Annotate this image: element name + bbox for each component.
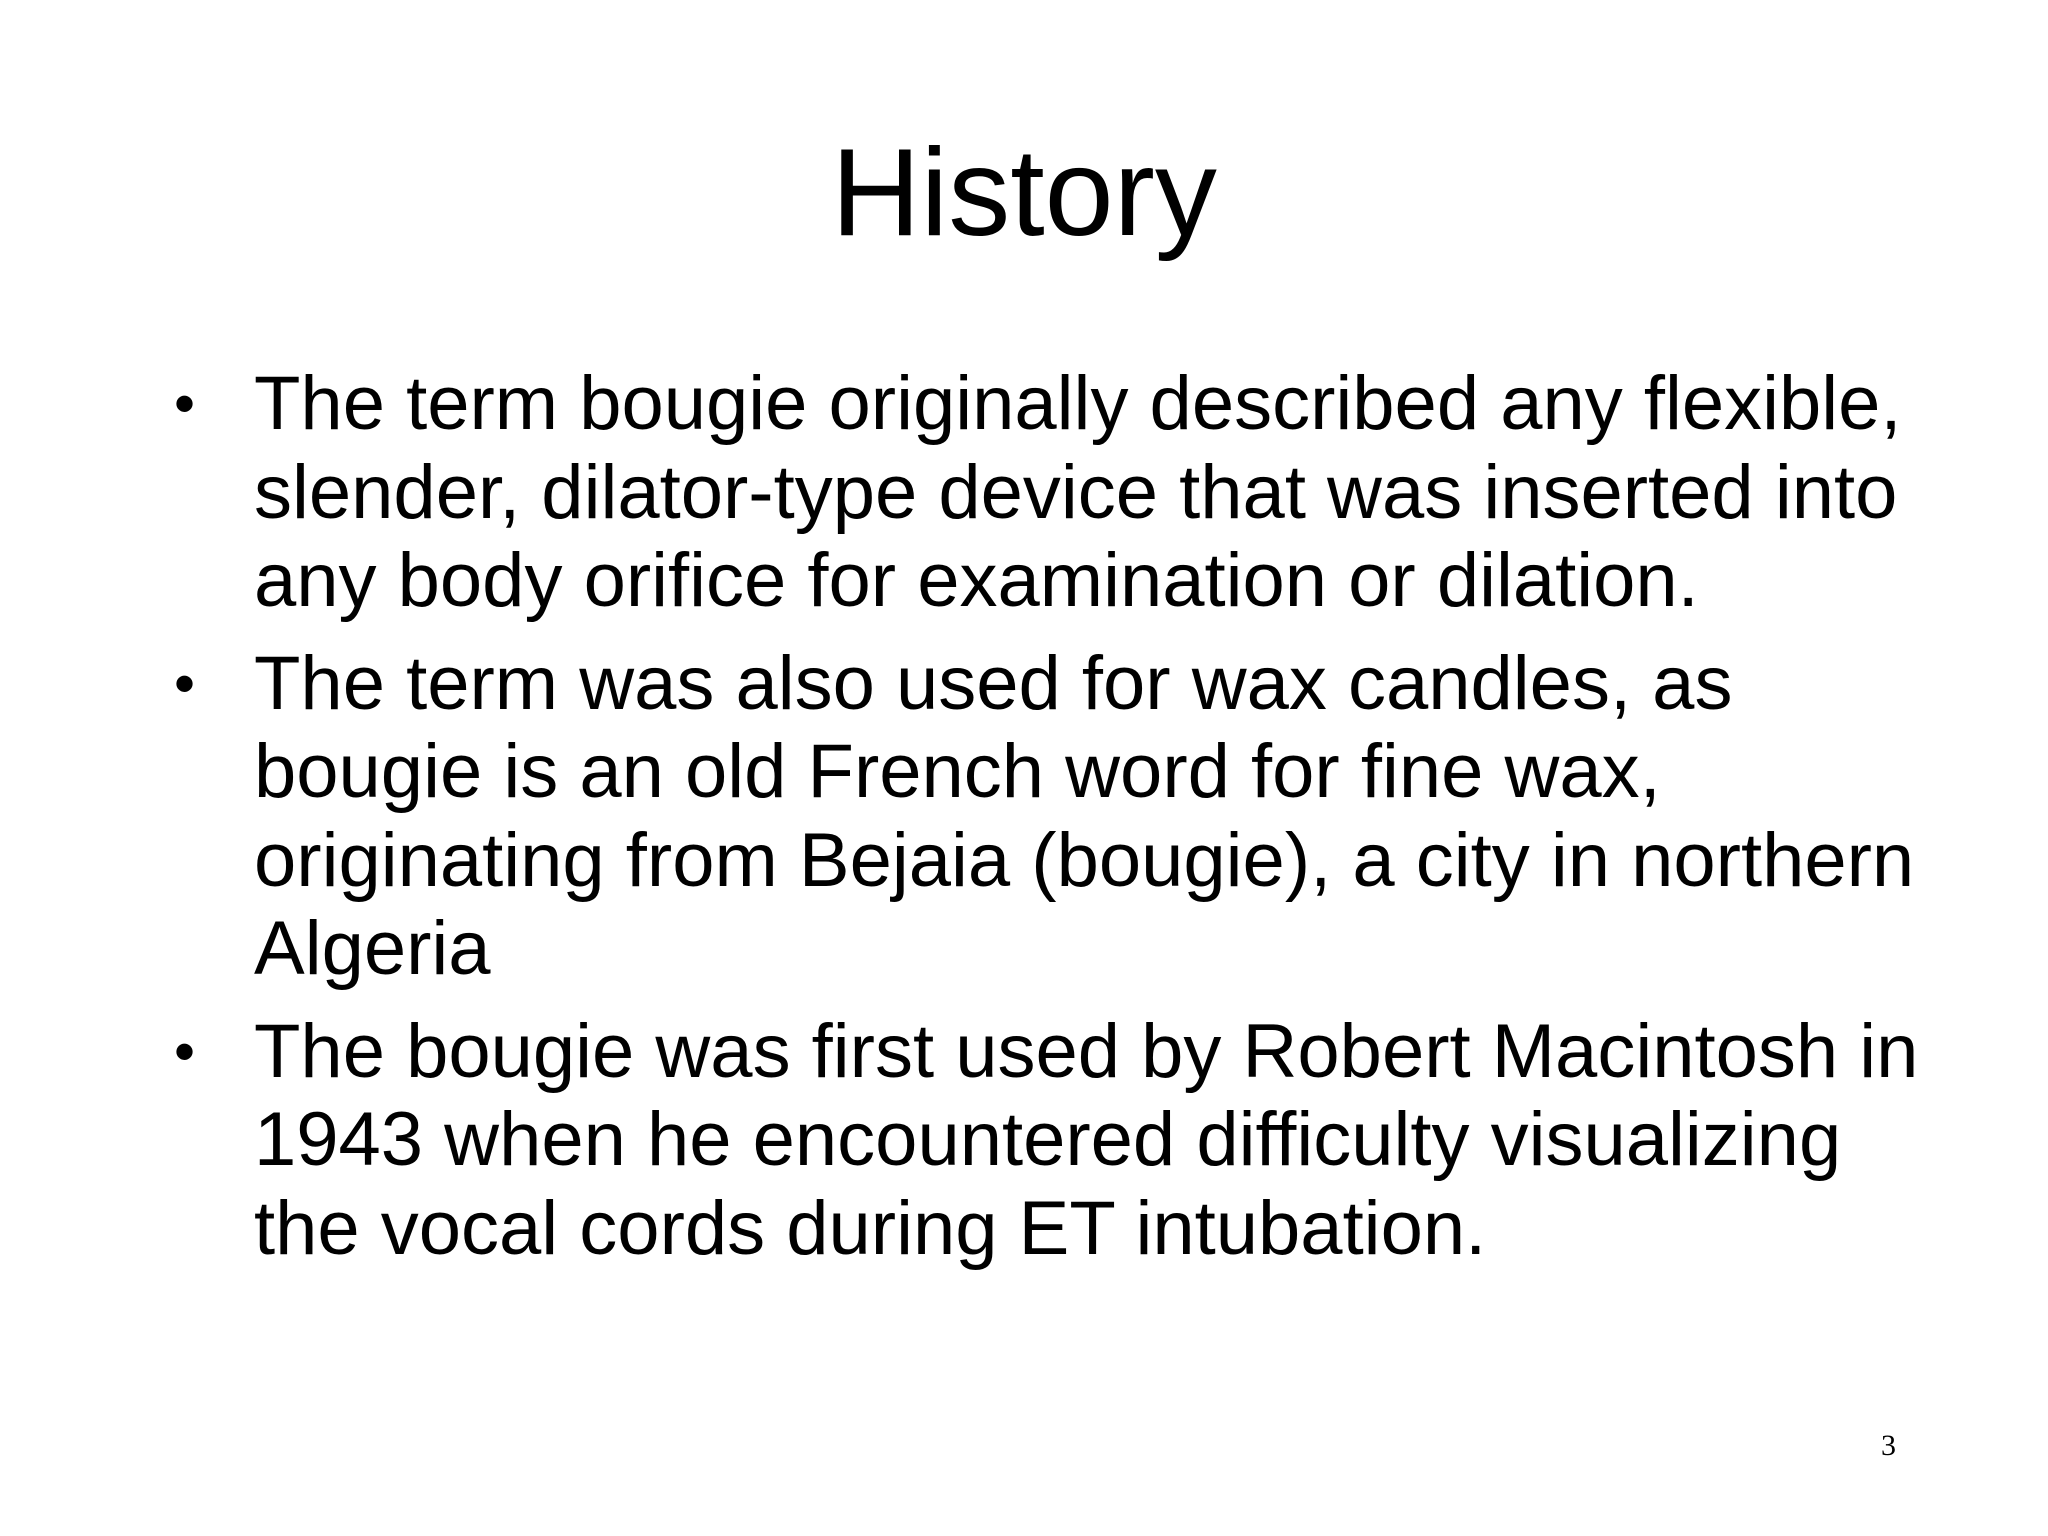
bullet-item (170, 640, 1930, 994)
bullet-marker-icon: • (174, 1017, 196, 1085)
bullet-text: The term was also used for wax candles, as bougie is an old French word for fine wax, originating from Bejaia (bougie), a city in northern Algeria (254, 640, 1915, 991)
page-number: 3 (1881, 1429, 1896, 1462)
bullet-text: The bougie was first used by Robert Macintosh in 1943 when he encountered difficulty visualizing the vocal cords during ET intubation. (254, 1008, 1919, 1271)
bullet-list (170, 360, 1930, 1287)
bullet-marker-icon: • (174, 649, 196, 717)
bullet-item (170, 1008, 1930, 1274)
bullet-text: The term bougie originally described any flexible, slender, dilator-type device that was inserted into any body orifice for examination or dilation. (254, 361, 1902, 623)
slide-title: History (831, 124, 1217, 262)
bullet-marker-icon: • (174, 370, 196, 437)
bullet-item (170, 360, 1930, 626)
